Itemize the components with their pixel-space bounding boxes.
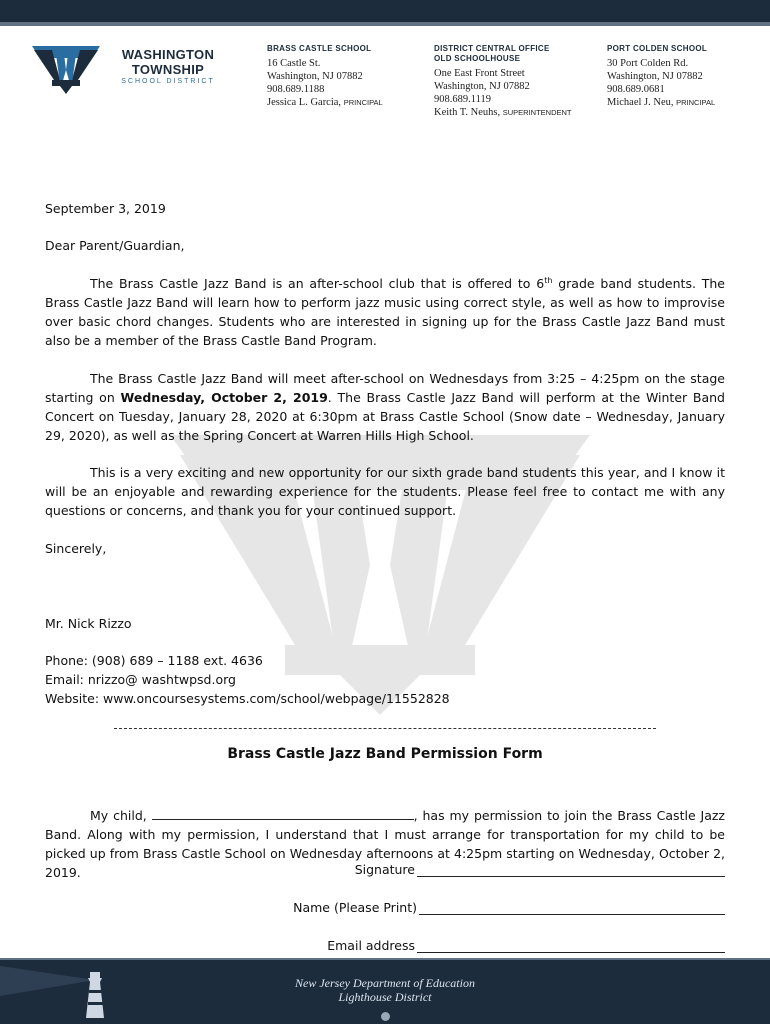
- contact-role: PRINCIPAL: [343, 98, 383, 107]
- letter-salutation: Dear Parent/Guardian,: [45, 238, 185, 253]
- address-subheading: OLD SCHOOLHOUSE: [434, 54, 521, 63]
- email-row: [327, 938, 725, 953]
- contact-email: Email: nrizzo@ washtwpsd.org: [45, 672, 236, 687]
- district-name-line1: WASHINGTON: [121, 47, 215, 62]
- district-name: [108, 47, 228, 77]
- email-label: Email address: [327, 938, 415, 953]
- district-name-line2: TOWNSHIP: [131, 62, 205, 77]
- paragraph-text: The Brass Castle Jazz Band will meet after-school on Wednesdays from 3:25 – 4:25pm on the stage starting on: [45, 371, 725, 405]
- address-contact: [434, 106, 572, 119]
- footer-line2: Lighthouse District: [338, 990, 432, 1004]
- letter-signer: Mr. Nick Rizzo: [45, 616, 132, 631]
- name-field[interactable]: [419, 901, 725, 915]
- address-heading: DISTRICT CENTRAL OFFICE: [434, 44, 550, 53]
- address-line: Washington, NJ 07882: [434, 81, 530, 92]
- address-port-colden: [607, 44, 715, 109]
- form-title: Brass Castle Jazz Band Permission Form: [227, 746, 543, 762]
- header-band: [0, 0, 770, 22]
- address-phone: 908.689.1119: [434, 94, 491, 105]
- letter-date: September 3, 2019: [45, 201, 166, 216]
- footer-text: [0, 976, 770, 1004]
- address-phone: 908.689.0681: [607, 84, 665, 95]
- address-line: Washington, NJ 07882: [607, 71, 703, 82]
- address-line: 30 Port Colden Rd.: [607, 58, 689, 69]
- contact-website: Website: www.oncoursesystems.com/school/webpage/11552828: [45, 691, 450, 706]
- address-contact: [607, 96, 715, 109]
- paragraph-text: grade band students. The Brass Castle Jazz Band will learn how to perform jazz music using correct style, as well as how to improvise over basic chord changes. Students who are interested in signing up for the Brass Castle Jazz Band must also be a member of the Brass Castle Band Program.: [45, 276, 725, 348]
- header-stripe: [0, 22, 770, 26]
- contact-role: SUPERINTENDENT: [502, 108, 572, 117]
- paragraph-text: , has my permission to join the Brass Castle Jazz Band. Along with my permission, I understand that I must arrange for transportation for my child to be picked up from Brass Castle School on Wednesday afternoons at 4:25pm starting on Wednesday, October 2, 2019.: [45, 808, 725, 880]
- signature-row: [355, 862, 725, 877]
- email-field[interactable]: [417, 939, 725, 953]
- cut-line: [114, 728, 656, 729]
- contact-name: Keith T. Neuhs,: [434, 107, 501, 118]
- address-brass-castle: [267, 44, 383, 109]
- contact-name: Michael J. Neu,: [607, 97, 674, 108]
- contact-phone: Phone: (908) 689 – 1188 ext. 4636: [45, 653, 263, 668]
- letter-paragraph-3: This is a very exciting and new opportunity for our sixth grade band students this year, and I know it will be an enjoyable and rewarding experience for the students. Please feel free to contact me with any questions or concerns, and thank you for your continued support.: [45, 465, 725, 518]
- child-name-field[interactable]: [152, 806, 414, 820]
- contact-name: Jessica L. Garcia,: [267, 97, 342, 108]
- page-indicator-dot: [381, 1012, 390, 1021]
- address-line: 16 Castle St.: [267, 58, 321, 69]
- address-heading: PORT COLDEN SCHOOL: [607, 44, 708, 53]
- signature-field[interactable]: [417, 863, 725, 877]
- footer-line1: New Jersey Department of Education: [295, 976, 475, 990]
- address-contact: [267, 96, 383, 109]
- washington-township-logo-icon: [30, 40, 102, 96]
- address-central-office: [434, 44, 572, 119]
- superscript: th: [544, 275, 553, 285]
- paragraph-text: . The Brass Castle Jazz Band will perform at the Winter Band Concert on Tuesday, January 28, 2020 at 6:30pm at Brass Castle School (Snow date – Wednesday, January 29, 2020), as well as the Spring Concert at Warren Hills High School.: [45, 390, 725, 443]
- contact-role: PRINCIPAL: [676, 98, 716, 107]
- letter-paragraph-2: [45, 369, 725, 445]
- signature-label: Signature: [354, 862, 415, 877]
- name-label: Name (Please Print): [293, 900, 417, 915]
- letter-closing: Sincerely,: [45, 541, 107, 556]
- district-subtitle: SCHOOL DISTRICT: [121, 78, 215, 85]
- letter-paragraph-1: [45, 274, 725, 350]
- address-heading: BRASS CASTLE SCHOOL: [267, 44, 372, 53]
- address-line: Washington, NJ 07882: [267, 71, 363, 82]
- paragraph-text: The Brass Castle Jazz Band is an after-school club that is offered to 6: [90, 276, 545, 291]
- name-row: [293, 900, 725, 915]
- address-line: One East Front Street: [434, 68, 525, 79]
- start-date-bold: Wednesday, October 2, 2019: [120, 390, 328, 405]
- paragraph-text: My child,: [90, 808, 152, 823]
- address-phone: 908.689.1188: [267, 84, 325, 95]
